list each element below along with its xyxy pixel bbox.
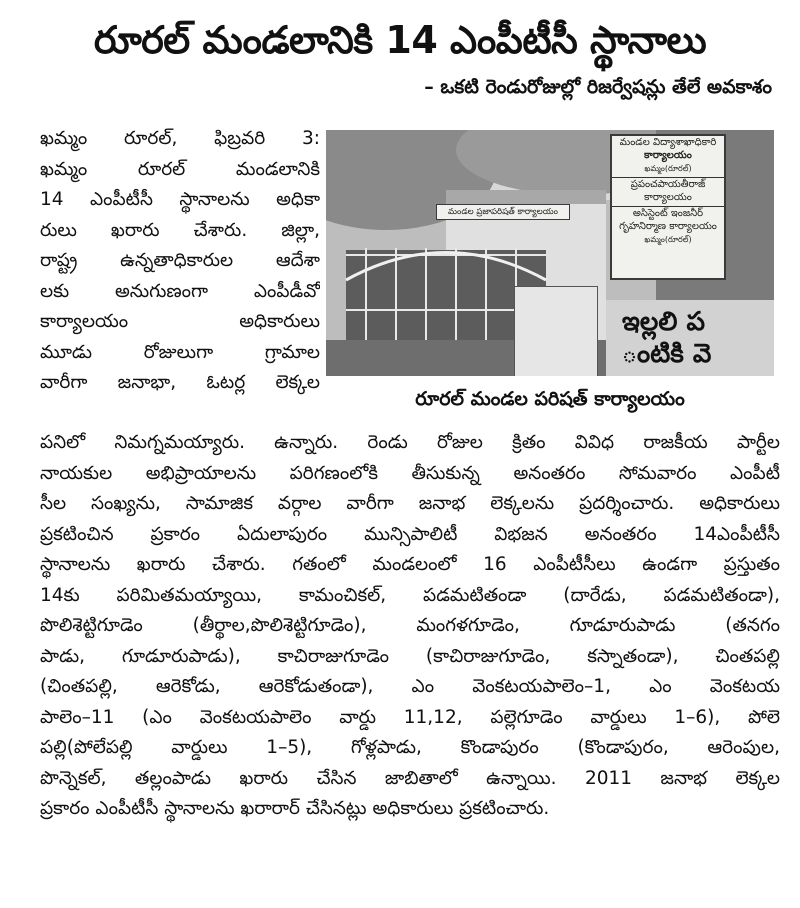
- body-line: పల్లి(పోలేపల్లి వార్డులు 1–5), గోళ్లపాడు, కొండాపురం (కొండాపురం, ఆరెంపుల,: [40, 737, 780, 758]
- photo-figure: [326, 130, 774, 424]
- body-line: పొన్నెకల్‌, తల్లంపాడు ఖరారు చేసిన జాబితాలో ఉన్నాయి. 2011 జనాభ లెక్కల: [40, 767, 780, 789]
- poster: [514, 286, 598, 376]
- headline: రూరల్‌ మండలానికి 14 ఎంపీటీసీ స్థానాలు: [93, 18, 707, 62]
- board-line: ప్రపంచపాయతీరాజ్ కార్యాలయం: [612, 177, 724, 204]
- lead-line: వారీగా జనాభా, ఓటర్ల లెక్కల: [40, 372, 320, 393]
- body-line: పనిలో నిమగ్నమయ్యారు. ఉన్నారు. రెండు రోజుల క్రితం వివిధ రాజకీయ పార్టీల: [40, 432, 780, 453]
- lead-line: ఖమ్మం రూరల్‌, ఫిబ్రవరి 3:: [40, 128, 320, 149]
- wall-writing-line: ఇల్లలి ప: [622, 307, 705, 337]
- board-line: మండల విద్యాశాఖాధికారి: [619, 137, 717, 148]
- board-line: గృహనిర్మాణ కార్యాలయం: [619, 221, 717, 232]
- office-photo: [326, 130, 774, 376]
- lead-line: రాష్ట్ర ఉన్నతాధికారుల ఆదేశా: [40, 250, 320, 271]
- body-line: పాడు, గూడూరుపాడు), కాచిరాజుగూడెం (కాచిరాజుగూడెం, కస్నాతండా), చింతపల్లి: [40, 645, 780, 667]
- body-line: సీల సంఖ్యను, సామాజిక వర్గాల వారీగా జనాభ లెక్కలను ప్రదర్శించారు. అధికారులు: [40, 493, 780, 514]
- lead-line: లకు అనుగుణంగా ఎంపీడీవో: [40, 280, 320, 302]
- wall-writing: [622, 306, 772, 376]
- body-line: నాయకుల అభిప్రాయాలను పరిగణంలోకి తీసుకున్న అనంతరం సోమవారం ఎంపీటీ: [40, 462, 780, 484]
- body-line: (చింతపల్లి, ఆరెకోడు, ఆరెకోడుతండా), ఎం వెంకటయపాలెం–1, ఎం వెంకటయ: [40, 676, 780, 697]
- lead-line: రులు ఖరారు చేశారు. జిల్లా,: [40, 219, 320, 241]
- lead-line: ఖమ్మం రూరల్‌ మండలానికి: [40, 158, 320, 180]
- lead-line: 14 ఎంపీటీసీ స్థానాలను అధికా: [40, 189, 320, 210]
- body-line: ప్రకటించిన ప్రకారం ఏదులాపురం మున్సిపాలిటీ విభజన అనంతరం 14ఎంపీటీసీ: [40, 523, 780, 545]
- photo-caption: రూరల్‌ మండల పరిషత్‌ కార్యాలయం: [415, 388, 685, 410]
- wall-writing-line: ంటికి వె: [622, 339, 712, 369]
- body-line: పాలెం–11 (ఎం వెంకటయపాలెం వార్డు 11,12, పల్లెగూడెం వార్డులు 1–6), పోలె: [40, 706, 780, 728]
- board-line: ఖమ్మం(రూరల్): [644, 164, 692, 173]
- lead-column: [40, 124, 320, 399]
- body-line: పొలిశెట్టిగూడెం (తీర్థాల,పొలిశెట్టిగూడెం), మంగళగూడెం, గూడూరుపాడు (తనగం: [40, 615, 780, 636]
- body-line: ప్రకారం ఎంపీటీసీ స్థానాలను ఖరారార్‌ చేసినట్లు అధికారులు ప్రకటించారు.: [40, 798, 550, 819]
- board-line: అసిస్టెంట్ ఇంజనీర్: [612, 206, 724, 220]
- body-line: స్థానాలను ఖరారు చేశారు. గతంలో మండలంలో 16 ఎంపీటీసీలు ఉండగా ప్రస్తుతం: [40, 554, 780, 575]
- board-line: ఖమ్మం(రూరల్): [644, 235, 692, 244]
- board-line: కార్యాలయం: [644, 150, 692, 161]
- lead-line: కార్యాలయం అధికారులు: [40, 311, 320, 332]
- lead-line: మూడు రోజులుగా గ్రామాల: [40, 341, 320, 363]
- office-signboard: [610, 134, 726, 280]
- body-column: [40, 428, 780, 825]
- body-line: 14కు పరిమితమయ్యాయి, కామంచికల్‌, పడమటితండా (దారేడు, పడమటితండా),: [40, 584, 780, 606]
- subheadline: – ఒకటి రెండురోజుల్లో రిజర్వేషన్లు తేలే అవకాశం: [424, 76, 772, 98]
- building-nameplate: మండల ప్రజాపరిషత్ కార్యాలయం: [436, 204, 570, 220]
